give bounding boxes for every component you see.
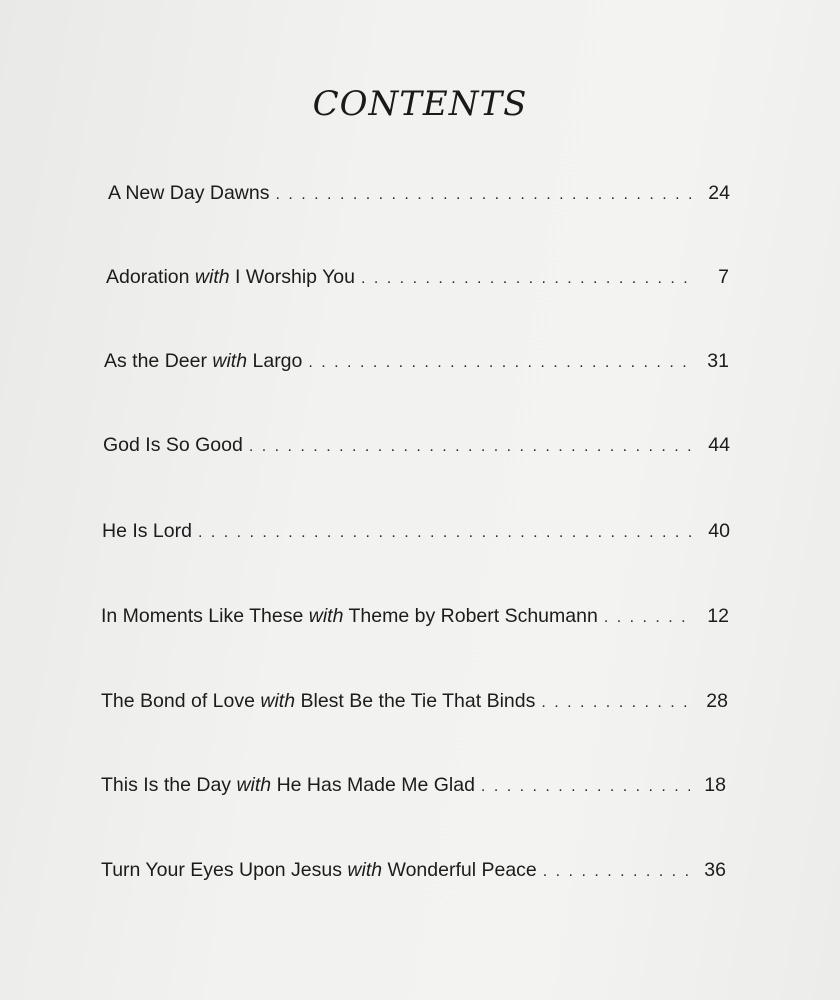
entry-title: A New Day Dawns: [108, 182, 270, 204]
toc-entry[interactable]: [108, 182, 730, 205]
toc-entry[interactable]: [104, 350, 729, 373]
entry-title: Adoration with I Worship You: [106, 266, 355, 288]
page-number: 28: [706, 690, 728, 712]
dot-leader: [604, 609, 693, 627]
contents-heading: CONTENTS: [312, 84, 528, 124]
page-number: 40: [708, 520, 730, 542]
page-number: 12: [707, 605, 729, 627]
entry-title: In Moments Like These with Theme by Robert Schumann: [101, 605, 598, 627]
dot-leader: [198, 524, 694, 542]
page-number: 18: [704, 774, 726, 796]
toc-entry[interactable]: [106, 266, 729, 289]
entry-title: God Is So Good: [103, 434, 243, 456]
dot-leader: [541, 694, 692, 712]
entry-title: Turn Your Eyes Upon Jesus with Wonderful Peace: [101, 859, 537, 881]
dot-leader: [275, 186, 694, 204]
entry-title: He Is Lord: [102, 520, 192, 542]
page-number: 44: [708, 434, 730, 456]
toc-entry[interactable]: [103, 434, 730, 457]
dot-leader: [308, 354, 693, 372]
toc-entry[interactable]: [101, 605, 729, 628]
dot-leader: [481, 778, 690, 796]
toc-entry[interactable]: [101, 859, 726, 882]
entry-title: This Is the Day with He Has Made Me Glad: [101, 774, 475, 796]
toc-entry[interactable]: [101, 690, 728, 713]
toc-entry[interactable]: [102, 520, 730, 543]
page-number: 24: [708, 182, 730, 204]
entry-title: The Bond of Love with Blest Be the Tie That Binds: [101, 690, 536, 712]
dot-leader: [361, 270, 693, 288]
page-number: 7: [718, 266, 729, 288]
page-number: 31: [707, 350, 729, 372]
dot-leader: [249, 438, 694, 456]
entry-title: As the Deer with Largo: [104, 350, 303, 372]
dot-leader: [543, 863, 690, 881]
page-number: 36: [704, 859, 726, 881]
toc-entry[interactable]: [101, 774, 726, 797]
